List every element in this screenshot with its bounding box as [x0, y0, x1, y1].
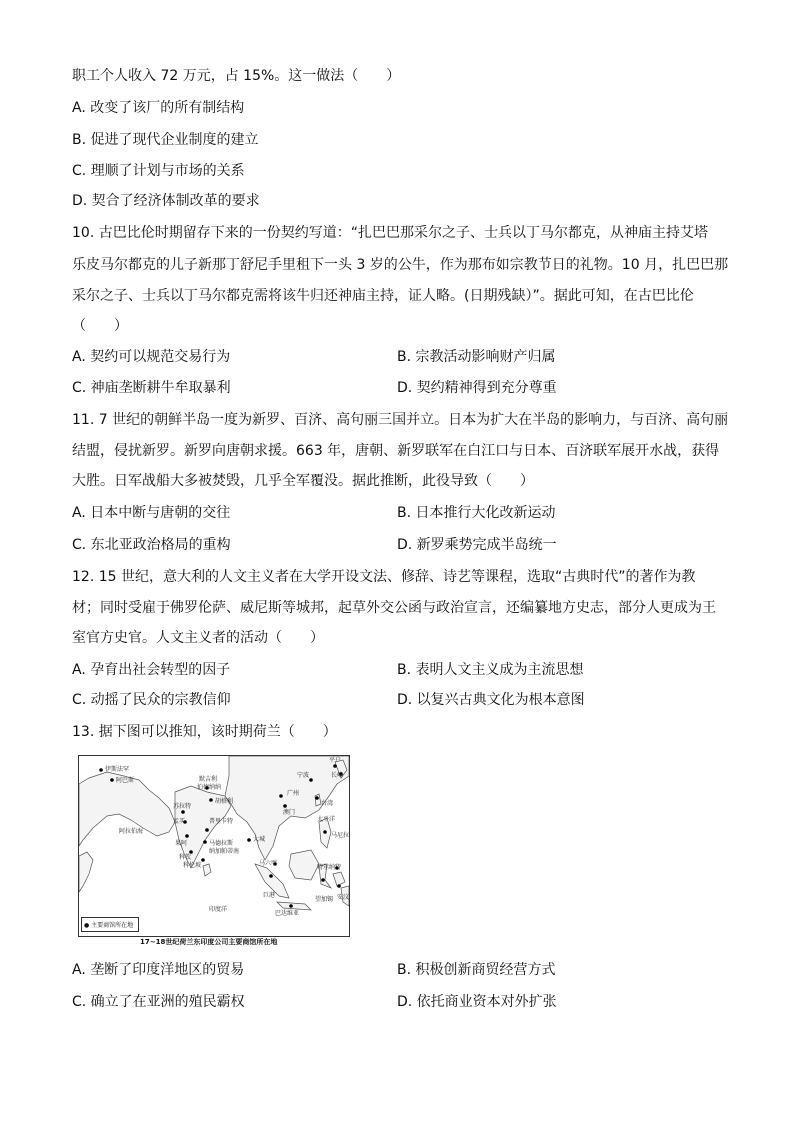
q9-option-b[interactable]: B. 促进了现代企业制度的建立	[72, 132, 259, 148]
map-label: 阿拉伯海	[119, 828, 144, 835]
q11-option-a[interactable]: A. 日本中断与唐朝的交往	[72, 505, 231, 521]
q11-stem-line: 结盟，侵扰新罗。新罗向唐朝求援。663 年，唐朝、新罗联军在白江口与日本、百济联军展开水战，获得	[72, 443, 720, 459]
q13-option-b[interactable]: B. 积极创新商贸经营方式	[397, 962, 556, 978]
map-label: 安汶	[337, 894, 350, 901]
map-label: 苏拉特	[173, 803, 192, 810]
q10-option-b[interactable]: B. 宗教活动影响财产归属	[397, 349, 556, 365]
q9-option-c[interactable]: C. 理顺了计划与市场的关系	[72, 163, 245, 179]
q12-option-d[interactable]: D. 以复兴古典文化为根本意图	[397, 692, 585, 708]
q12-option-b[interactable]: B. 表明人文主义成为主流思想	[397, 662, 584, 678]
q10-option-a[interactable]: A. 契约可以规范交易行为	[72, 349, 231, 365]
q12-stem-line: 材；同时受雇于佛罗伦萨、威尼斯等城邦，起草外交公函与政治宣言，还编纂地方史志，部分人更成为王	[72, 600, 716, 616]
q12-stem-line: 室官方史官。人文主义者的活动（ ）	[72, 630, 324, 646]
q9-option-a[interactable]: A. 改变了该厂的所有制结构	[72, 100, 245, 116]
q13-option-d[interactable]: D. 依托商业资本对外扩张	[397, 994, 557, 1010]
map-label: 马六甲	[259, 860, 278, 867]
map-label: 默吉利	[199, 776, 218, 783]
q10-stem-line: 10. 古巴比伦时期留存下来的一份契约写道：“扎巴巴那采尔之子、士兵以丁马尔都克，从神庙主持艾塔	[72, 225, 708, 241]
map-label: 伯德纳纳	[197, 784, 222, 791]
q11-option-b[interactable]: B. 日本推行大化改新运动	[397, 505, 556, 521]
map-label: 科伦坡	[183, 862, 202, 869]
q11-stem-line: 11. 7 世纪的朝鲜半岛一度为新罗、百济、高句丽三国并立。日本为扩大在半岛的影响力，与百济、高句丽	[72, 412, 729, 428]
map-label: 平户	[329, 757, 342, 764]
map-label: 广州	[287, 790, 300, 797]
q10-option-d[interactable]: D. 契约精神得到充分尊重	[397, 380, 557, 396]
map-label: 长崎	[331, 772, 344, 779]
q12-option-c[interactable]: C. 动摇了民众的宗教信仰	[72, 692, 231, 708]
q11-option-d[interactable]: D. 新罗乘势完成半岛统一	[397, 537, 557, 553]
q11-stem-line: 大胜。日军战船大多被焚毁，几乎全军覆没。据此推断，此役导致（ ）	[72, 473, 534, 489]
map-label: 科钦	[179, 854, 192, 861]
map-label: 果阿	[175, 840, 188, 847]
map-label: 澳门	[283, 809, 296, 816]
map-label: 印度洋	[209, 906, 228, 913]
q13-stem: 13. 据下图可以推知，该时期荷兰（ ）	[72, 724, 337, 740]
q12-stem-line: 12. 15 世纪，意大利的人文主义者在大学开设文法、修辞、诗艺等课程，选取“古典时代”的著作为教	[72, 569, 696, 585]
map-label: 纳加帕蒂南	[209, 848, 240, 855]
map-caption: 17~18世纪荷兰东印度公司主要商馆所在地	[140, 938, 278, 946]
map-label: 巨港	[263, 892, 276, 899]
map-label: 马德拉斯	[209, 840, 234, 847]
q12-option-a[interactable]: A. 孕育出社会转型的因子	[72, 662, 231, 678]
q9-option-d[interactable]: D. 契合了经济体制改革的要求	[72, 193, 260, 209]
q10-stem-line: （ ）	[72, 318, 128, 334]
map-legend: ● 主要商馆所在地	[81, 917, 139, 932]
q10-stem-line: 采尔之子、士兵以丁马尔都克需将该牛归还神庙主持，证人略。(日期残缺）”。据此可知，在古巴比伦	[72, 288, 694, 304]
map-label: 巴达维亚	[275, 910, 300, 917]
map-label: 太平洋	[317, 816, 336, 823]
map-label: 宁波	[297, 772, 310, 779]
map-label: 伊斯法罕	[105, 766, 130, 773]
trading-posts-map	[78, 755, 350, 937]
q13-option-a[interactable]: A. 垄断了印度洋地区的贸易	[72, 962, 245, 978]
q11-option-c[interactable]: C. 东北亚政治格局的重构	[72, 537, 231, 553]
map-label: 阿巴斯	[116, 777, 135, 784]
map-label: 大城	[253, 836, 266, 843]
q10-option-c[interactable]: C. 神庙垄断耕牛牟取暴利	[72, 380, 231, 396]
map-label: 普里卡特	[209, 818, 234, 825]
q10-stem-line: 乐皮马尔都克的儿子新那丁舒尼手里租下一头 3 岁的公牛，作为那布如宗教节日的礼物。10 月，扎巴巴那	[72, 257, 729, 273]
map-label: 台湾	[321, 800, 334, 807]
q9-stem-tail: 职工个人收入 72 万元，占 15%。这一做法（ ）	[72, 68, 401, 84]
map-label: 望加锡	[315, 896, 334, 903]
map-label: 马尼拉	[331, 832, 350, 839]
map-label: 孟买	[173, 818, 186, 825]
q13-option-c[interactable]: C. 确立了在亚洲的殖民霸权	[72, 994, 245, 1010]
map-label: 特尔纳特	[317, 864, 342, 871]
map-label: 胡格利	[215, 798, 234, 805]
